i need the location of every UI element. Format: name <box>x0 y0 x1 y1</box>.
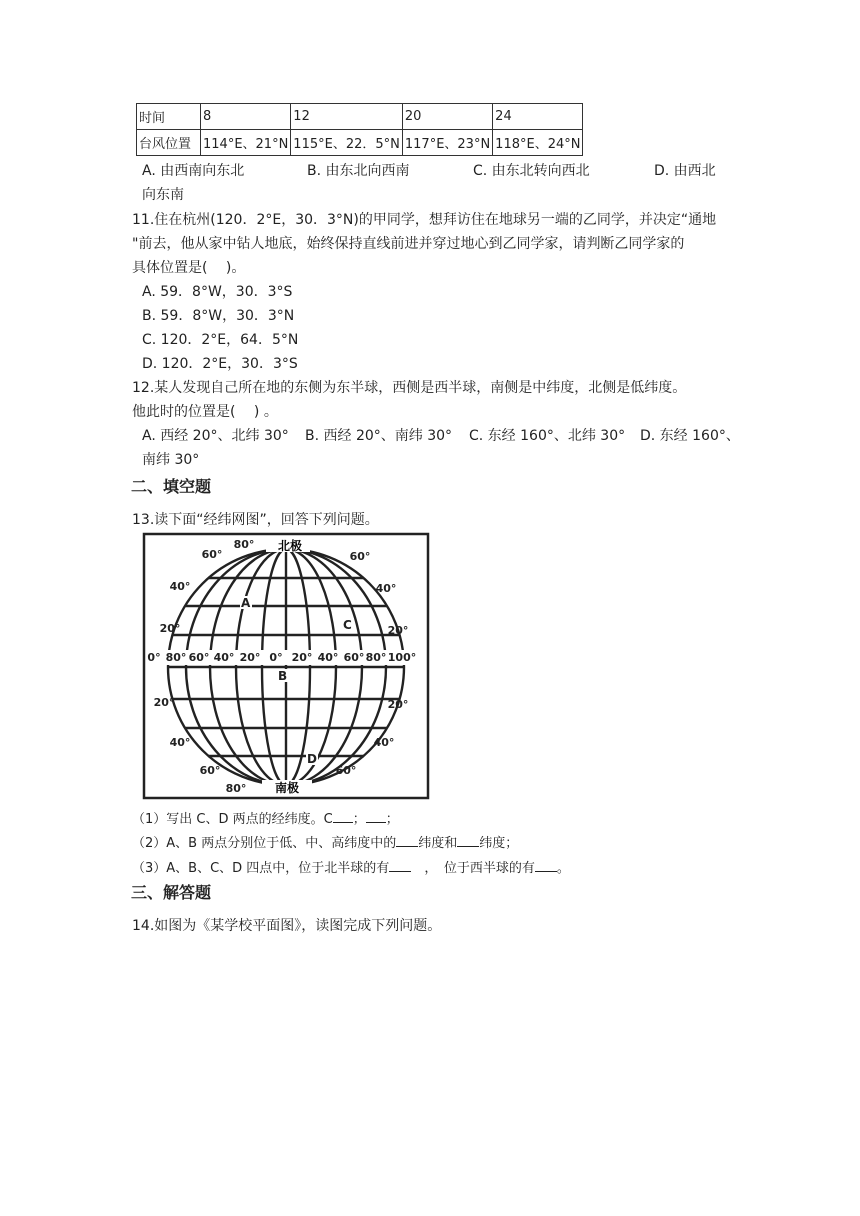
section-heading-fill-blank: 二、填空题 <box>131 477 212 496</box>
q12-option-c: C. 东经 160°、北纬 30° <box>469 428 626 444</box>
q10-option-a: A. 由西南向东北 <box>142 163 245 179</box>
point-d-label: D <box>307 752 317 766</box>
q12-line-1: 12.某人发现自己所在地的东侧为东半球，西侧是西半球，南侧是中纬度，北侧是低纬度。 <box>132 380 687 396</box>
point-a-label: A <box>241 596 251 610</box>
table-cell: 114°E、21°N <box>201 130 291 156</box>
table-row <box>137 104 583 130</box>
lat-label: 40° <box>169 736 191 749</box>
q10-option-c: C. 由东北转向西北 <box>473 163 590 179</box>
q13-sub-2 <box>132 832 518 851</box>
q13-sub-3-text: （3）A、B、C、D 四点中，位于北半球的有 <box>132 861 390 876</box>
q12-option-d-cont: 南纬 30° <box>142 452 200 468</box>
q12-line-2: 他此时的位置是( ) 。 <box>132 404 278 420</box>
point-c-label: C <box>343 618 352 632</box>
table-cell: 118°E、24°N <box>493 130 583 156</box>
q11-line-3: 具体位置是( )。 <box>132 260 246 276</box>
q13-sub-3-mid: ， 位于西半球的有 <box>411 861 535 876</box>
q10-option-d-cont: 向东南 <box>142 187 184 203</box>
q14-prompt: 14.如图为《某学校平面图》，读图完成下列问题。 <box>132 918 442 934</box>
lon-label: 20° <box>291 651 313 664</box>
lat-label: 60° <box>349 550 371 563</box>
lat-label: 20° <box>153 696 175 709</box>
q10-option-b: B. 由东北向西南 <box>307 163 410 179</box>
separator: ； <box>385 812 399 827</box>
lat-label: 20° <box>159 622 181 635</box>
lat-label: 20° <box>387 698 409 711</box>
q13-sub-2-end: 纬度； <box>479 836 519 851</box>
map-grid <box>165 549 404 785</box>
q13-sub-2-mid: 纬度和 <box>418 836 458 851</box>
q13-sub-1 <box>132 808 399 827</box>
q13-sub-3 <box>132 857 570 876</box>
table-cell: 117°E、23°N <box>402 130 492 156</box>
answer-blank[interactable] <box>396 832 418 847</box>
north-pole-label: 北极 <box>277 539 303 553</box>
lat-label: 80° <box>225 782 247 795</box>
separator: ； <box>352 812 366 827</box>
q10-option-d: D. 由西北 <box>654 163 716 179</box>
answer-blank[interactable] <box>366 808 386 823</box>
lon-label: 60° <box>188 651 210 664</box>
table-cell: 12 <box>291 104 403 130</box>
q13-sub-1-text: （1）写出 C、D 两点的经纬度。C <box>132 812 333 827</box>
q11-line-2: "前去，他从家中钻人地底，始终保持直线前进并穿过地心到乙同学家，请判断乙同学家的 <box>132 236 685 252</box>
lon-label: 40° <box>213 651 235 664</box>
answer-blank[interactable] <box>535 857 557 872</box>
lat-label: 60° <box>199 764 221 777</box>
table-cell: 24 <box>493 104 583 130</box>
q11-option-d: D. 120．2°E，30．3°S <box>142 356 298 372</box>
answer-blank[interactable] <box>333 808 353 823</box>
lat-label: 80° <box>233 538 255 551</box>
table-row <box>137 130 583 156</box>
q11-option-a: A. 59．8°W，30．3°S <box>142 284 293 300</box>
lon-label: 80° <box>365 651 387 664</box>
lon-label: 40° <box>317 651 339 664</box>
section-heading-answer: 三、解答题 <box>131 883 212 902</box>
table-cell: 台风位置 <box>137 130 201 156</box>
lat-label: 60° <box>335 764 357 777</box>
table-cell: 20 <box>402 104 492 130</box>
q12-option-b: B. 西经 20°、南纬 30° <box>305 428 453 444</box>
south-pole-label: 南极 <box>274 781 300 795</box>
table-cell: 时间 <box>137 104 201 130</box>
q13-sub-3-end: 。 <box>556 861 570 876</box>
lon-label: 0° <box>269 651 283 664</box>
lon-label: 60° <box>343 651 365 664</box>
lat-label: 40° <box>373 736 395 749</box>
lat-label: 20° <box>387 624 409 637</box>
q11-option-b: B. 59．8°W，30．3°N <box>142 308 295 324</box>
q12-option-a: A. 西经 20°、北纬 30° <box>142 428 289 444</box>
lat-label: 60° <box>201 548 223 561</box>
answer-blank[interactable] <box>457 832 479 847</box>
lon-label: 0° <box>147 651 161 664</box>
point-b-label: B <box>278 669 288 683</box>
answer-blank[interactable] <box>389 857 411 872</box>
typhoon-table <box>136 103 583 156</box>
lon-label: 80° <box>165 651 187 664</box>
lat-label: 40° <box>375 582 397 595</box>
table-cell: 115°E、22．5°N <box>291 130 403 156</box>
graticule-map <box>140 530 432 802</box>
q13-prompt: 13.读下面“经纬网图”，回答下列问题。 <box>132 512 379 528</box>
q12-option-d: D. 东经 160°、 <box>640 428 740 444</box>
q11-option-c: C. 120．2°E，64．5°N <box>142 332 299 348</box>
lon-label: 20° <box>239 651 261 664</box>
lon-label: 100° <box>387 651 417 664</box>
q11-line-1: 11.住在杭州(120．2°E，30．3°N)的甲同学，想拜访住在地球另一端的乙同学，并决定“通地 <box>132 212 717 228</box>
lat-label: 40° <box>169 580 191 593</box>
table-cell: 8 <box>201 104 291 130</box>
q13-sub-2-text: （2）A、B 两点分别位于低、中、高纬度中的 <box>132 836 397 851</box>
